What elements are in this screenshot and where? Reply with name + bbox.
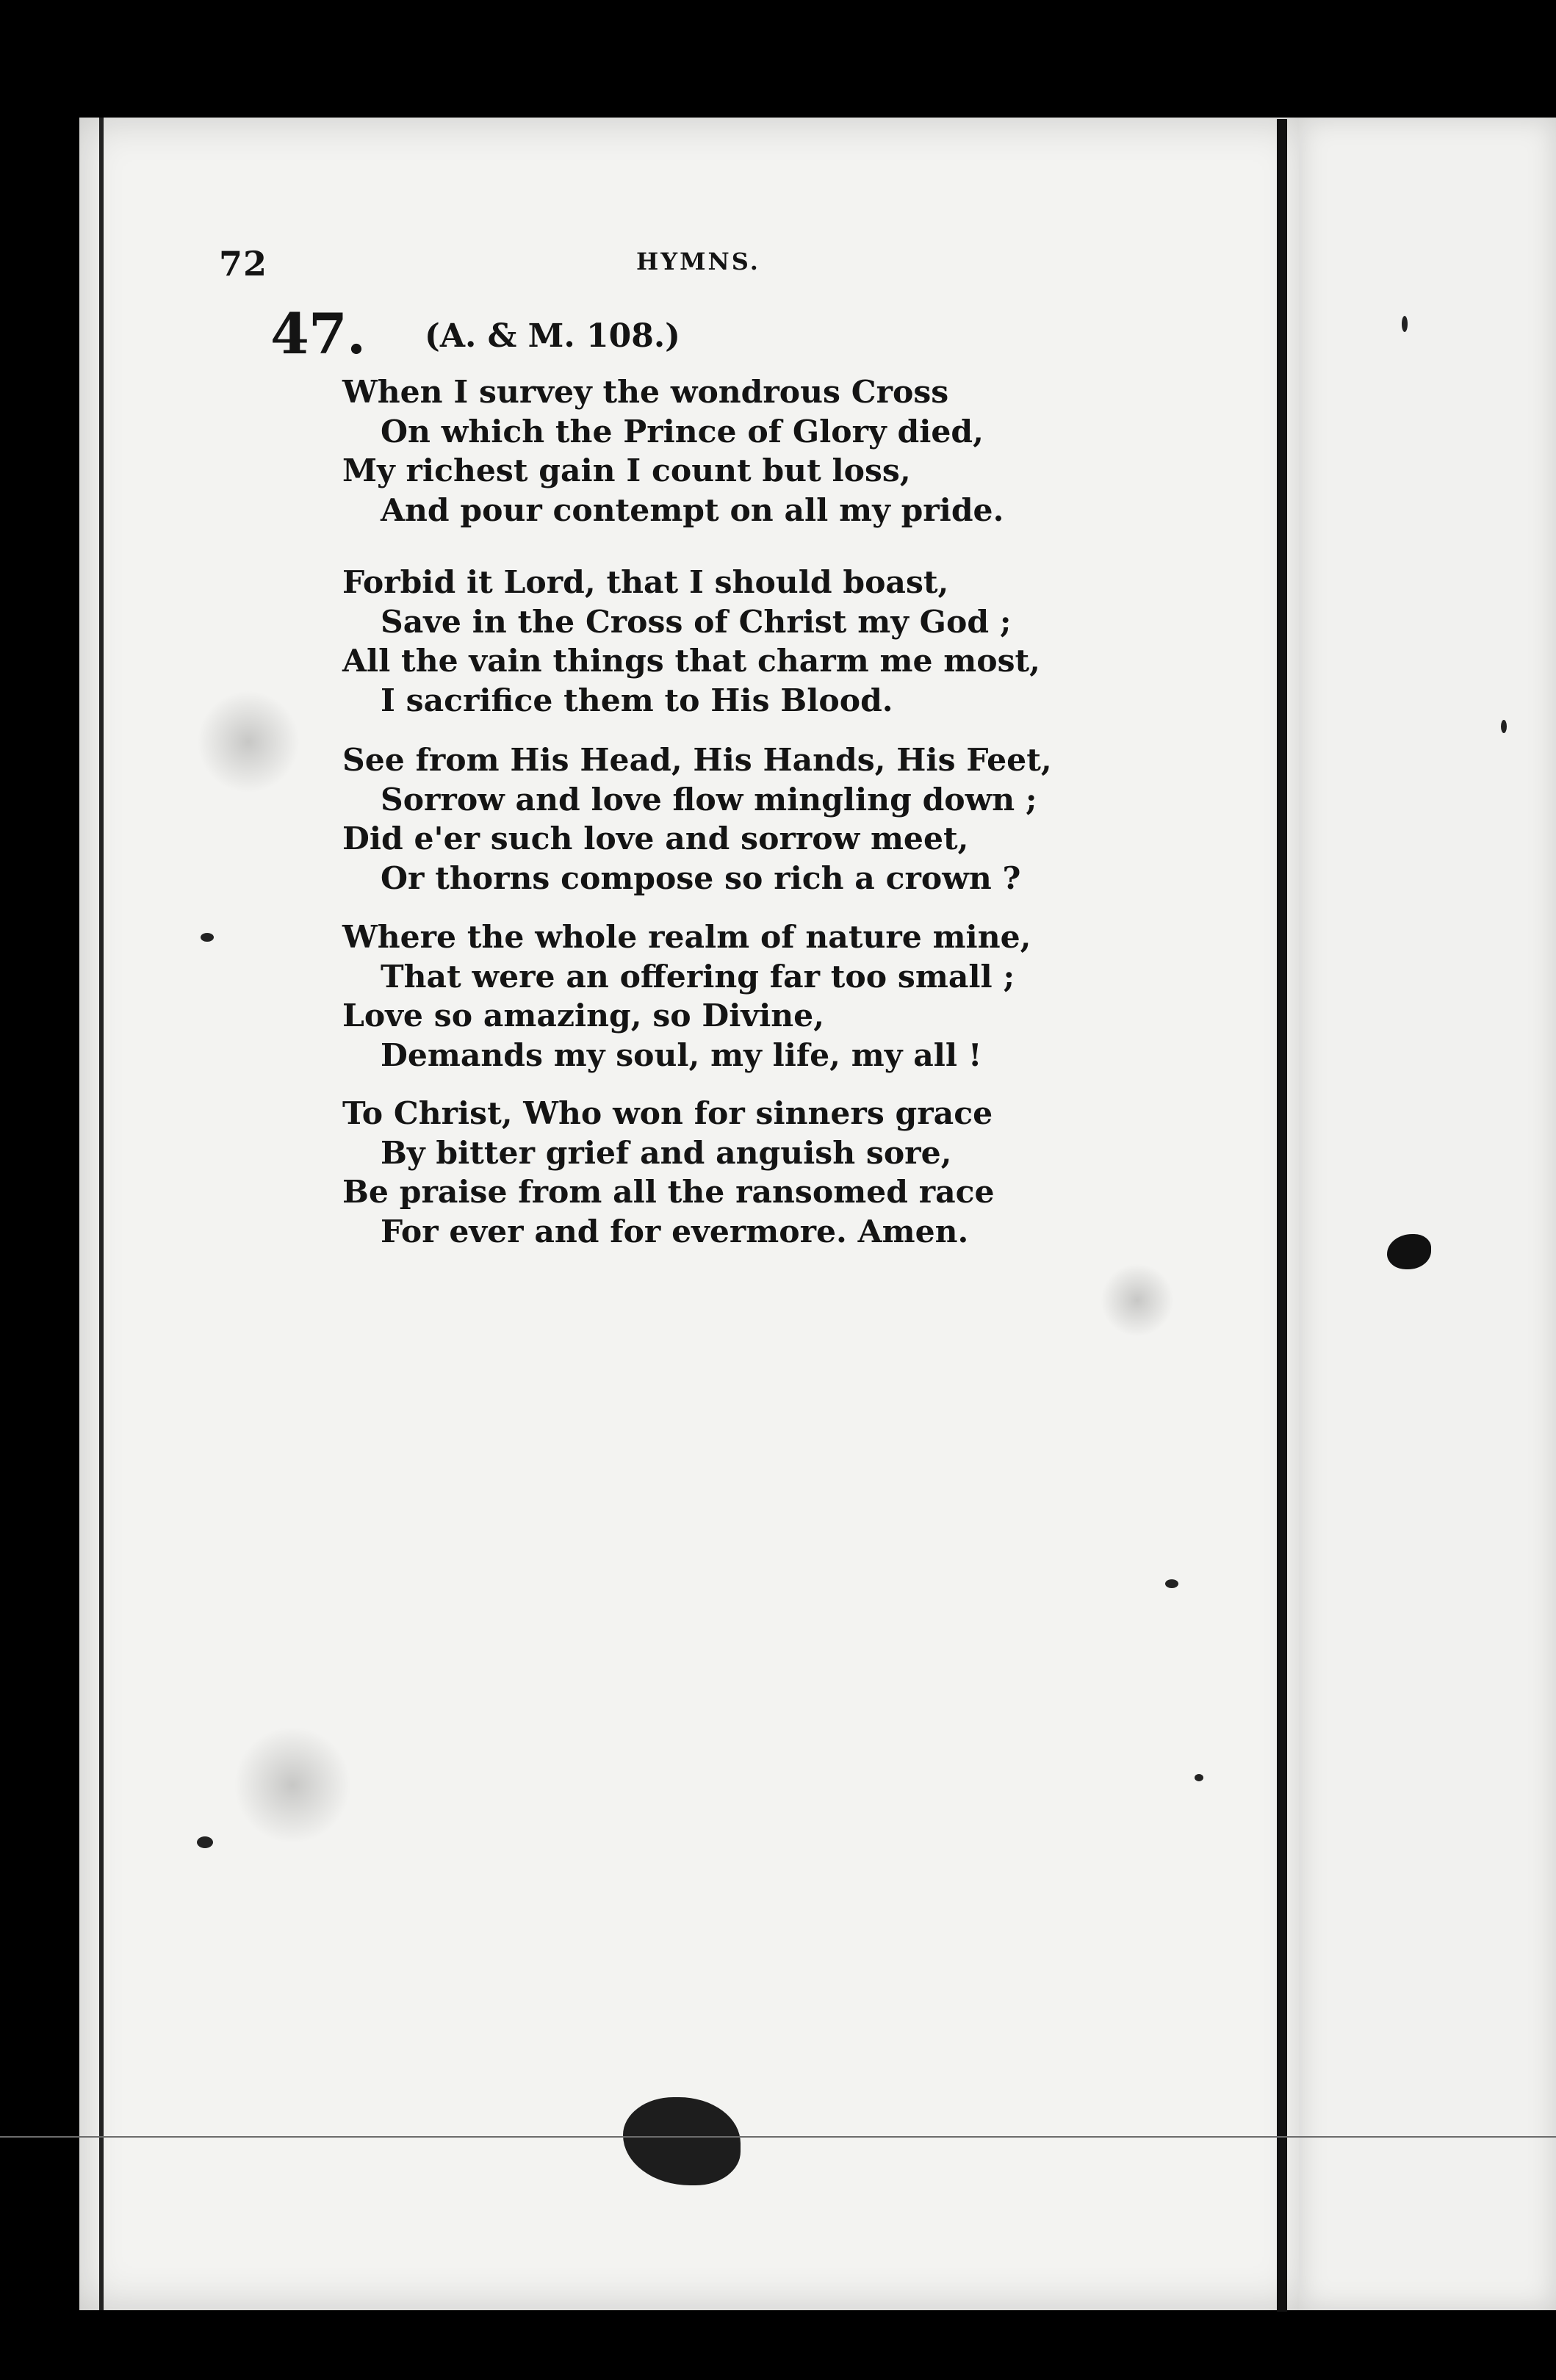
ink-speck <box>1501 720 1507 733</box>
stanza-2 <box>342 563 1040 721</box>
binding-gutter <box>1277 119 1287 2312</box>
stanza-line: I sacrifice them to His Blood. <box>381 682 893 719</box>
stanza-line: To Christ, Who won for sinners grace <box>342 1095 993 1132</box>
stanza-line: That were an offering far too small ; <box>381 958 1015 995</box>
stanza-3 <box>342 741 1052 898</box>
stanza-line: Love so amazing, so Divine, <box>342 998 825 1034</box>
paper-stain <box>234 1726 351 1844</box>
ink-speck <box>197 1836 213 1848</box>
stanza-line: See from His Head, His Hands, His Feet, <box>342 742 1052 779</box>
stanza-line: For ever and for evermore. Amen. <box>381 1213 969 1250</box>
stanza-line: All the vain things that charm me most, <box>342 643 1040 679</box>
stanza-line: My richest gain I count but loss, <box>342 452 911 489</box>
stanza-line: Did e'er such love and sorrow meet, <box>342 821 969 857</box>
page-number: 72 <box>219 244 268 284</box>
paper-stain <box>197 690 300 793</box>
ink-speck <box>1195 1774 1203 1781</box>
paper-stain <box>1101 1263 1174 1337</box>
stanza-line: By bitter grief and anguish sore, <box>381 1134 952 1172</box>
stanza-line: Forbid it Lord, that I should boast, <box>342 564 949 601</box>
stanza-line: Where the whole realm of nature mine, <box>342 919 1031 956</box>
hymn-reference: (A. & M. 108.) <box>425 317 680 355</box>
stanza-line: Demands my soul, my life, my all ! <box>381 1036 982 1074</box>
stanza-1 <box>342 373 1004 530</box>
stanza-line: On which the Prince of Glory died, <box>381 413 984 450</box>
stanza-4 <box>342 918 1031 1075</box>
facing-page <box>1299 118 1556 2310</box>
stanza-line: Save in the Cross of Christ my God ; <box>381 603 1012 641</box>
stanza-5 <box>342 1095 995 1252</box>
ink-blot <box>1387 1234 1431 1269</box>
stanza-line: When I survey the wondrous Cross <box>342 374 949 411</box>
stanza-line: Be praise from all the ransomed race <box>342 1174 995 1211</box>
stanza-line: And pour contempt on all my pride. <box>381 491 1004 529</box>
ink-blot <box>623 2097 741 2185</box>
stanza-line: Sorrow and love flow mingling down ; <box>381 781 1037 818</box>
ink-speck <box>1165 1579 1178 1588</box>
ink-speck <box>201 933 214 942</box>
running-title: HYMNS. <box>636 248 760 275</box>
scan-bottom-line <box>0 2136 1556 2138</box>
stanza-line: Or thorns compose so rich a crown ? <box>381 859 1021 897</box>
page-edge-rule <box>99 118 104 2310</box>
ink-speck <box>1402 316 1408 332</box>
hymn-number: 47. <box>270 301 366 367</box>
